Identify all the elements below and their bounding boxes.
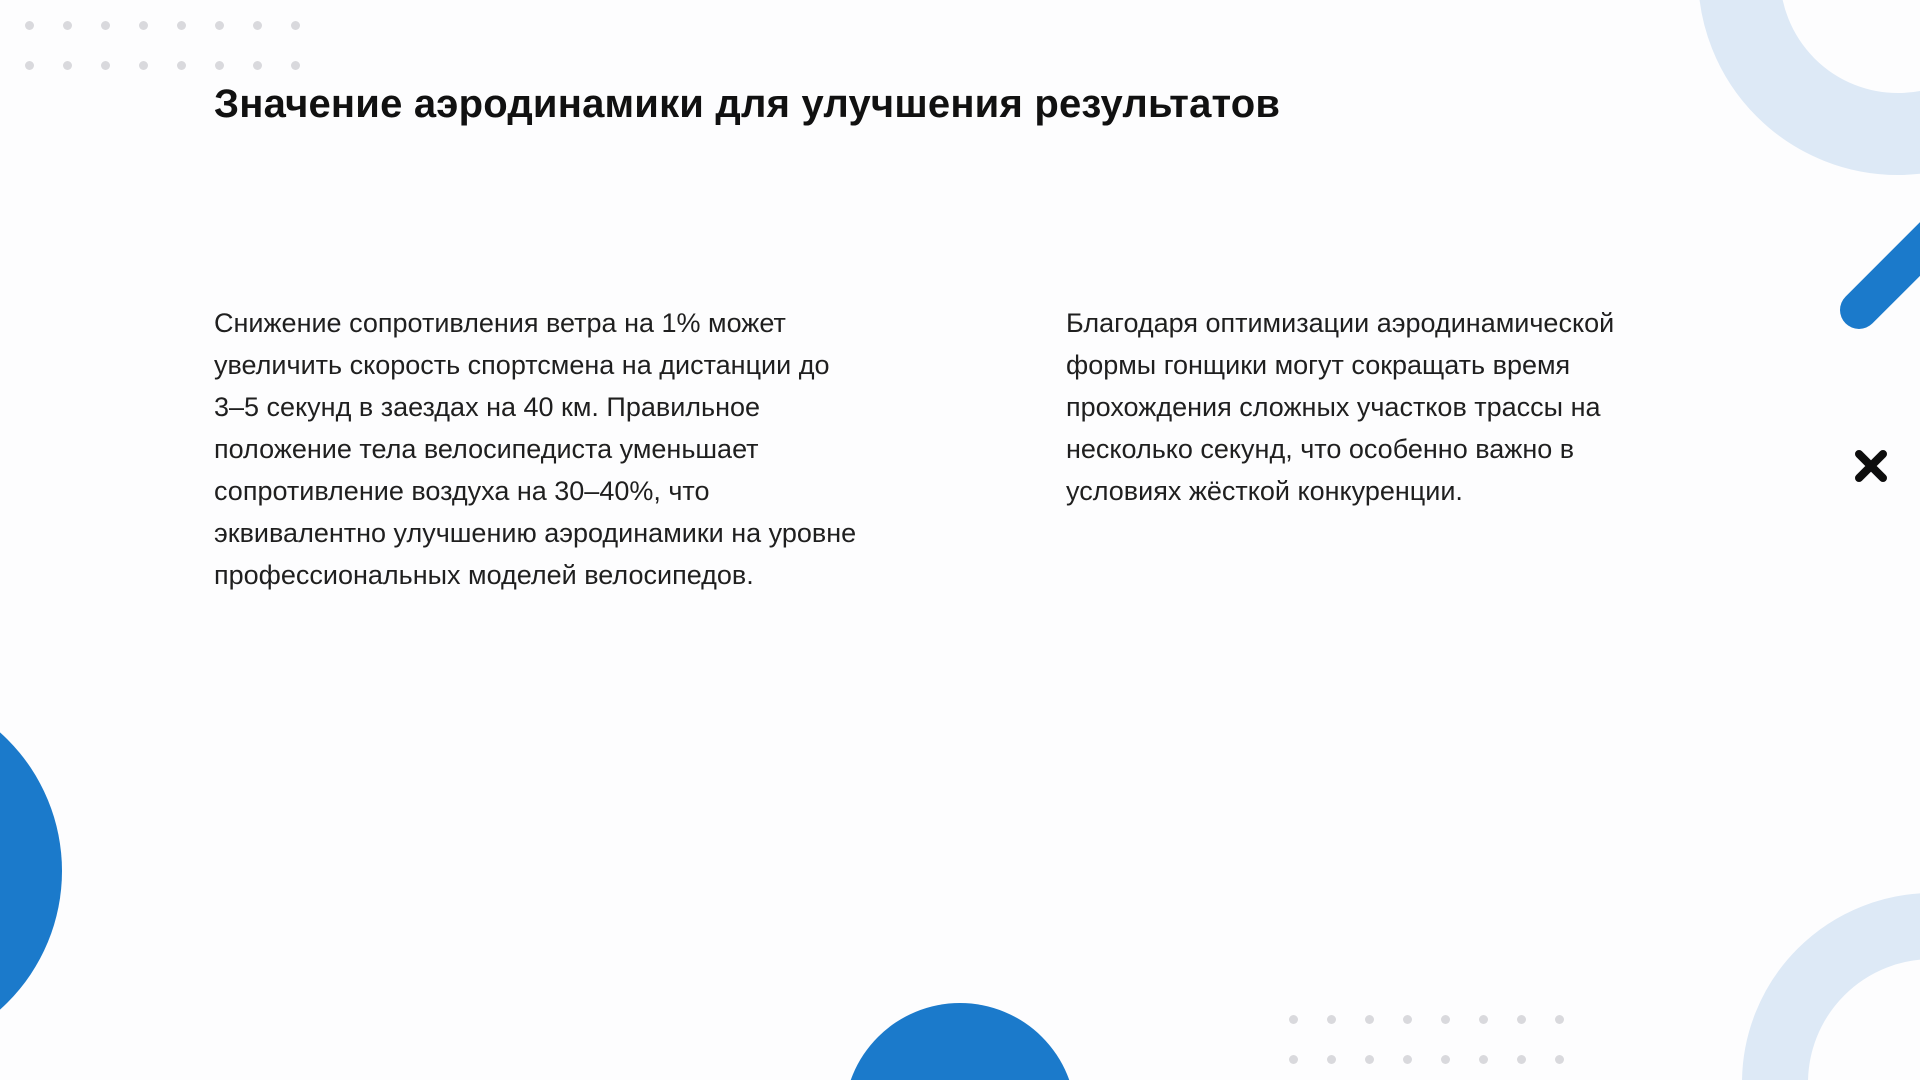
slide-title: Значение аэродинамики для улучшения результатов bbox=[214, 82, 1281, 126]
decor-arc-bottom-right bbox=[1742, 893, 1920, 1080]
text-column-right: Благодаря оптимизации аэродинамической формы гонщики могут сокращать время прохождения сложных участков трассы на несколько секунд, что особенно важно в условиях жёсткой конкуренции. bbox=[1066, 308, 1615, 506]
dot-grid-top bbox=[25, 21, 300, 70]
decor-arc-top-right bbox=[1698, 0, 1920, 175]
close-icon bbox=[1853, 448, 1889, 484]
decor-circle-bottom bbox=[844, 1003, 1076, 1080]
text-column-left: Снижение сопротивления ветра на 1% может увеличить скорость спортсмена на дистанции до 3–5 секунд в заездах на 40 км. Правильное положение тела велосипедиста уменьшает сопротивление воздуха на 30–40%, что эквивалентно улучшению аэродинамики на уровне профессиональных моделей велосипедов. bbox=[214, 308, 857, 590]
dot-grid-bottom bbox=[1289, 1015, 1564, 1064]
decor-circle-left bbox=[0, 685, 62, 1057]
decor-slash bbox=[1832, 191, 1920, 337]
